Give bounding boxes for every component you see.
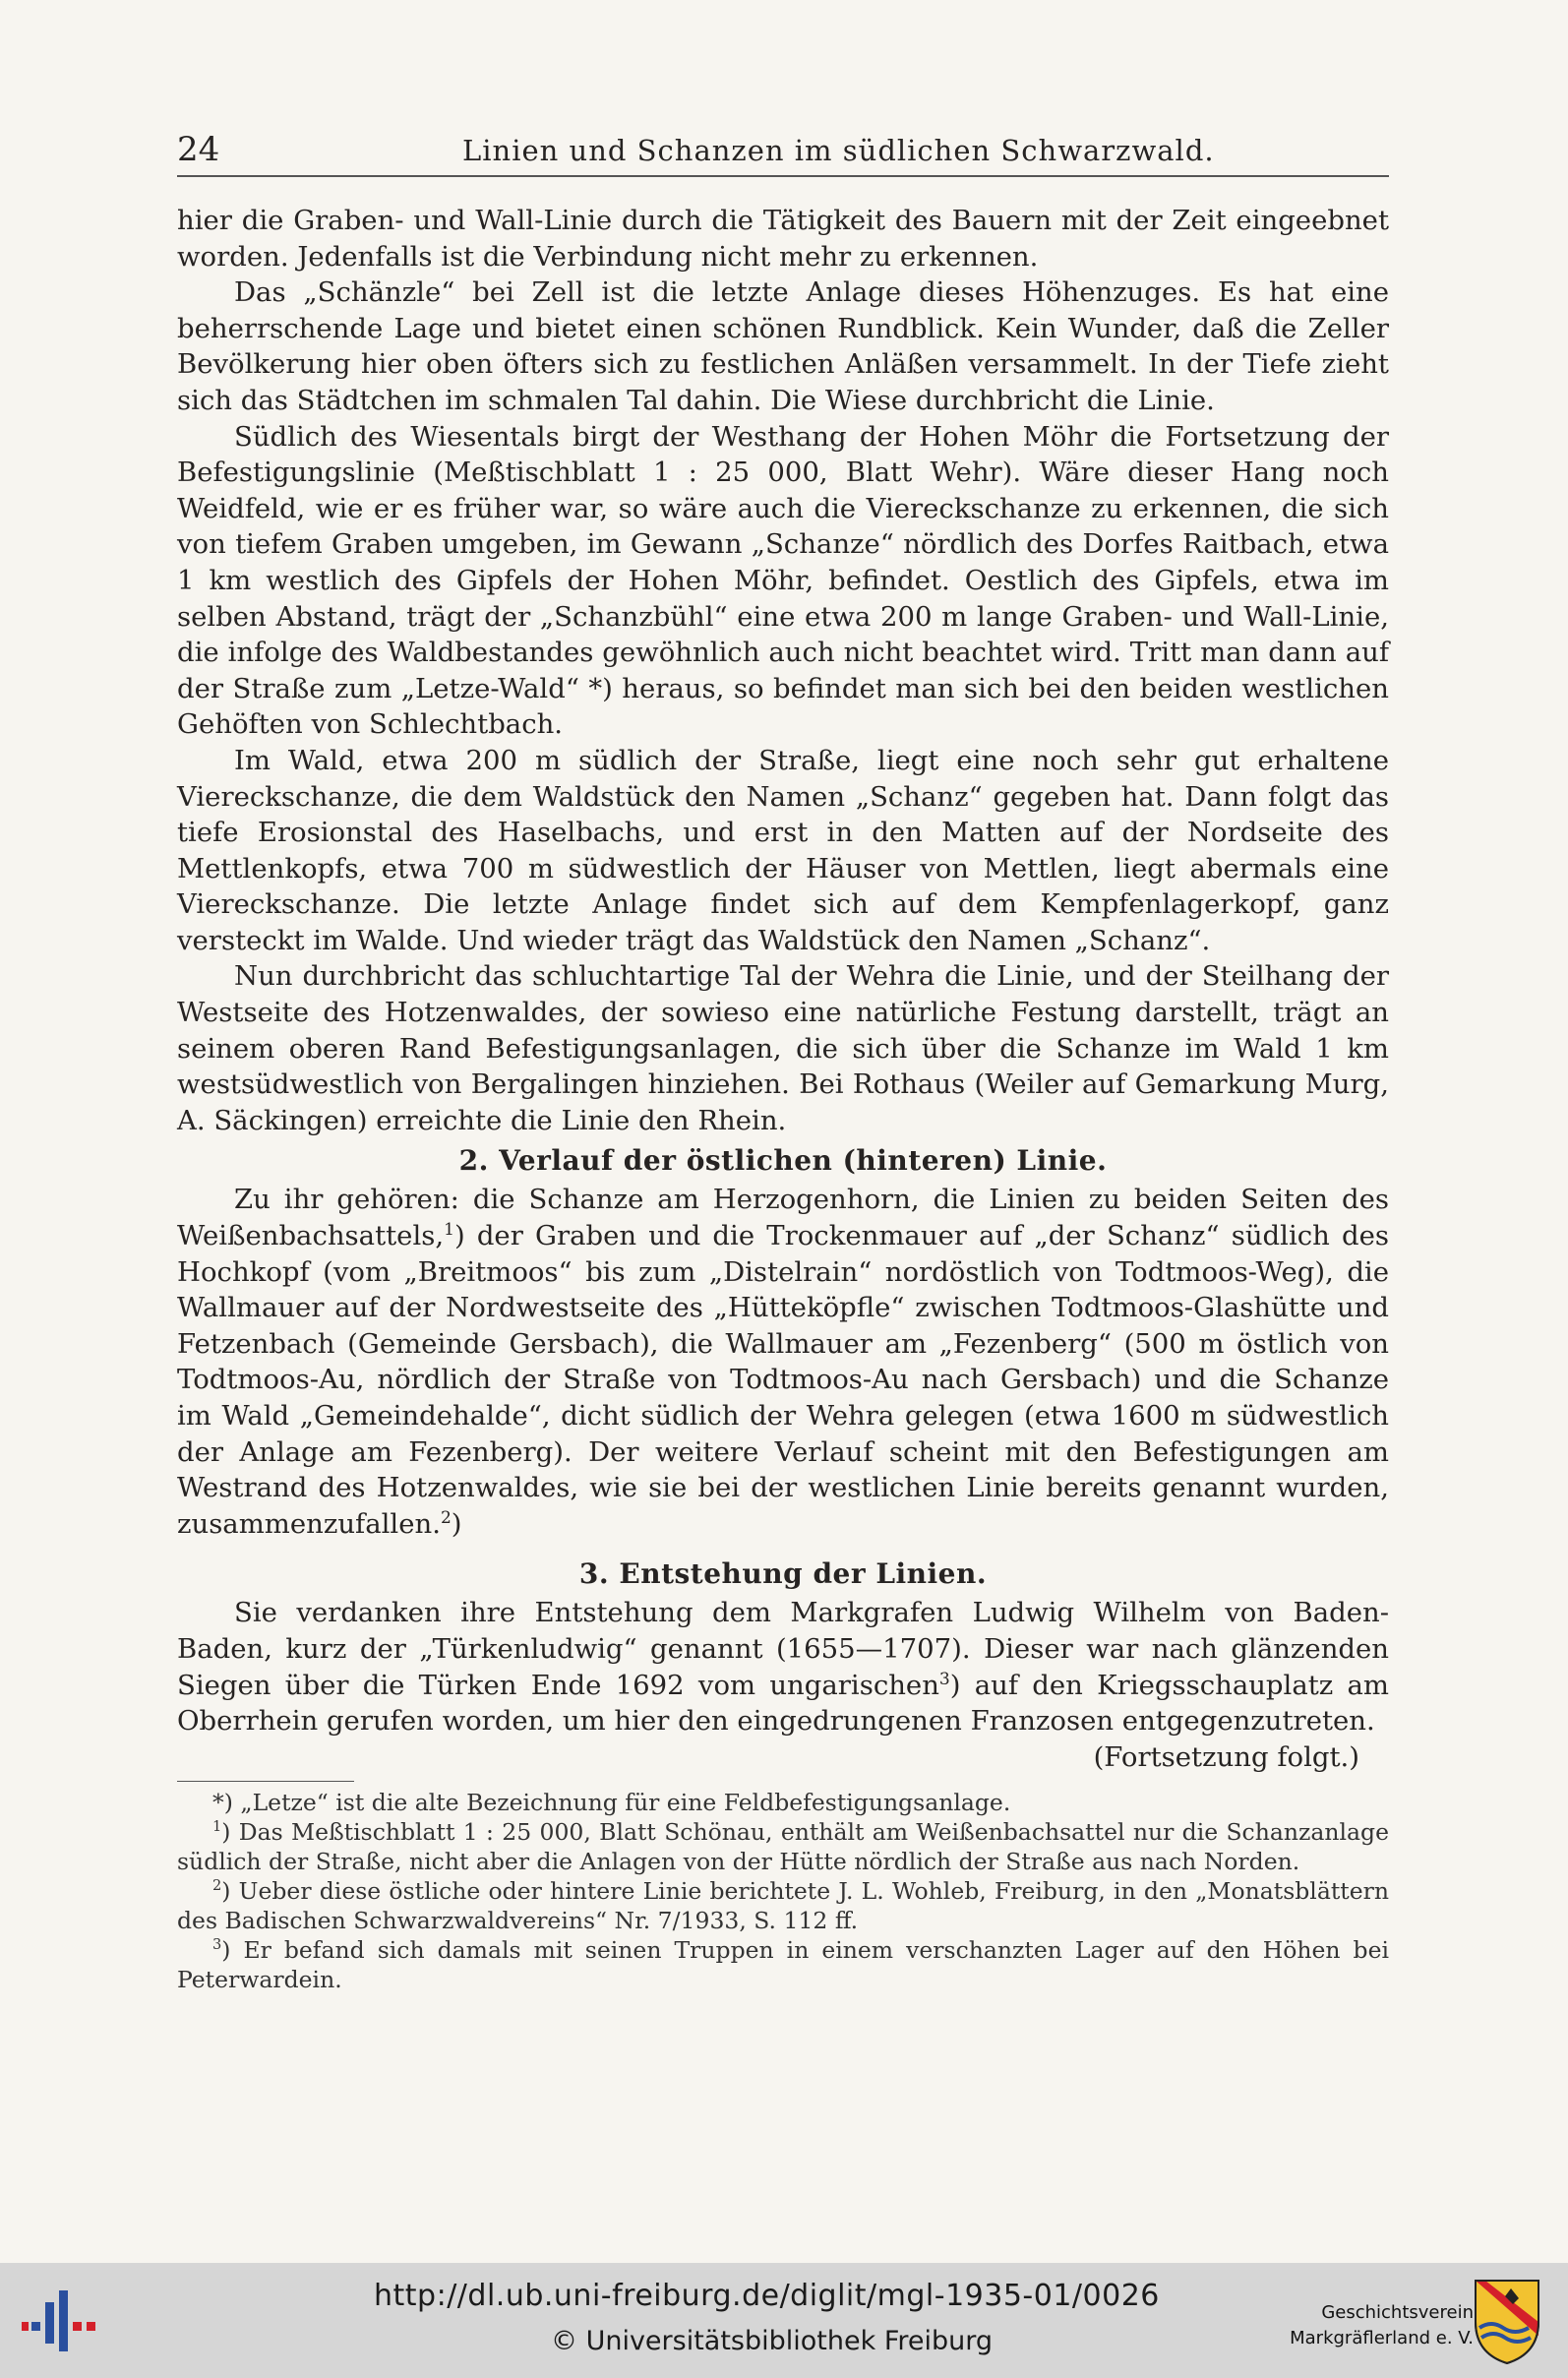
footnote-mark: 1	[212, 1818, 222, 1836]
paragraph: Südlich des Wiesentals birgt der Westhang der Hohen Möhr die Fortsetzung der Befestigungslinie (Meßtischblatt 1 : 25 000, Blatt Wehr). Wäre dieser Hang noch Weidfeld, wie er es früher war, so wäre auch die Viereckschanze zu erkennen, die sich von tiefem Graben umgeben, im Gewann „Schanze“ nördlich des Dorfes Raitbach, etwa 1 km westlich des Gipfels der Hohen Möhr, befindet. Oestlich des Gipfels, etwa im selben Abstand, trägt der „Schanzbühl“ eine etwa 200 m lange Graben- und Wall-Linie, die infolge des Waldbestandes gewöhnlich auch nicht beachtet wird. Tritt man dann auf der Straße zum „Letze-Wald“ *) heraus, so befindet man sich bei den beiden westlichen Gehöften von Schlechtbach.	[177, 420, 1389, 741]
society-name	[1237, 2300, 1474, 2351]
footnotes	[177, 1788, 1389, 1994]
paragraph: hier die Graben- und Wall-Linie durch die Tätigkeit des Bauern mit der Zeit eingeebnet worden. Jedenfalls ist die Verbindung nicht mehr zu erkennen.	[177, 205, 1389, 273]
footnote-divider	[177, 1781, 354, 1782]
footer-bar	[0, 2263, 1568, 2378]
continuation-note: (Fortsetzung folgt.)	[1093, 1740, 1359, 1773]
footnote-ref[interactable]: 2	[440, 1507, 452, 1528]
footnote	[177, 1876, 1389, 1935]
ub-freiburg-logo-icon[interactable]	[20, 2283, 98, 2361]
section-heading: 2. Verlauf der östlichen (hinteren) Linie.	[458, 1144, 1108, 1178]
copyright-notice: © Universitätsbibliothek Freiburg	[551, 2326, 994, 2356]
coat-of-arms-icon	[1472, 2277, 1542, 2365]
footnote-ref[interactable]: 1	[444, 1219, 454, 1240]
footnote: *) „Letze“ ist die alte Bezeichnung für eine Feldbefestigungsanlage.	[212, 1789, 1011, 1817]
paragraph-text: )	[451, 1507, 462, 1540]
permalink-url[interactable]: http://dl.ub.uni-freiburg.de/diglit/mgl-1935-01/0026	[374, 2279, 1160, 2313]
paragraph: Im Wald, etwa 200 m südlich der Straße, liegt eine noch sehr gut erhaltene Viereckschanze, die dem Waldstück den Namen „Schanz“ gegeben hat. Dann folgt das tiefe Erosionstal des Haselbachs, und erst in den Matten auf der Nordseite des Mettlenkopfs, etwa 700 m südwestlich der Häuser von Mettlen, liegt abermals eine Viereckschanze. Die letzte Anlage findet sich auf dem Kempfenlagerkopf, ganz versteckt im Walde. Und wieder trägt das Waldstück den Namen „Schanz“.	[177, 744, 1389, 956]
paragraph	[177, 1182, 1389, 1542]
footnote-text: ) Das Meßtischblatt 1 : 25 000, Blatt Schönau, enthält am Weißenbachsattel nur die Schanzanlage südlich der Straße, nicht aber die Anlagen von der Hütte nördlich der Straße aus nach Norden.	[177, 1818, 1389, 1876]
footnote	[177, 1817, 1389, 1876]
footnote-text: ) Er befand sich damals mit seinen Truppen in einem verschanzten Lager auf den Höhen bei Peterwardein.	[177, 1936, 1389, 1994]
footnote-text: ) Ueber diese östliche oder hintere Linie berichtete J. L. Wohleb, Freiburg, in den „Monatsblättern des Badischen Schwarzwaldvereins“ Nr. 7/1933, S. 112 ff.	[177, 1877, 1389, 1935]
footnote	[177, 1935, 1389, 1994]
paragraph	[177, 1595, 1389, 1738]
paragraph-text: ) der Graben und die Trockenmauer auf „der Schanz“ südlich des Hochkopf (vom „Breitmoos“ bis zum „Distelrain“ nordöstlich von Todtmoos-Weg), die Wallmauer auf der Nordwestseite des „Hütteköpfle“ zwischen Todtmoos-Glashütte und Fetzenbach (Gemeinde Gersbach), die Wallmauer am „Fezenberg“ (500 m östlich von Todtmoos-Au, nördlich der Straße von Todtmoos-Au nach Gersbach) und die Schanze im Wald „Gemeindehalde“, dicht südlich der Wehra gelegen (etwa 1600 m südwestlich der Anlage am Fezenberg). Der weitere Verlauf scheint mit den Befestigungen am Westrand des Hotzenwaldes, wie sie bei der westlichen Linie bereits genannt wurden, zusammenzufallen.	[177, 1220, 1389, 1540]
footnote-mark: 3	[212, 1936, 222, 1954]
body-text	[177, 203, 1389, 1994]
page-number: 24	[177, 130, 220, 169]
running-head	[177, 130, 1389, 177]
society-name-line: Markgräflerland e. V.	[1290, 2328, 1474, 2348]
paragraph: Das „Schänzle“ bei Zell ist die letzte Anlage dieses Höhenzuges. Es hat eine beherrschende Lage und bietet einen schönen Rundblick. Kein Wunder, daß die Zeller Bevölkerung hier oben öfters sich zu festlichen Anläßen versammelt. In der Tiefe zieht sich das Städtchen im schmalen Tal dahin. Die Wiese durchbricht die Linie.	[177, 276, 1389, 416]
footnote-ref[interactable]: 3	[938, 1669, 950, 1689]
paragraph-text: Zu ihr gehören: die Schanze am Herzogenhorn, die Linien zu beiden Seiten des Weißenbachsattels,	[177, 1184, 1389, 1252]
section-heading: 3. Entstehung der Linien.	[578, 1557, 988, 1591]
footnote-mark: 2	[212, 1877, 222, 1895]
running-head-title: Linien und Schanzen im südlichen Schwarzwald.	[462, 134, 1215, 167]
paragraph-text: ) auf den Kriegsschauplatz am Oberrhein gerufen worden, um hier den eingedrungenen Franzosen entgegenzutreten.	[177, 1669, 1389, 1738]
paragraph: Nun durchbricht das schluchtartige Tal der Wehra die Linie, und der Steilhang der Westseite des Hotzenwaldes, der sowieso eine natürliche Festung darstellt, trägt an seinem oberen Rand Befestigungsanlagen, die sich über die Schanze im Wald 1 km westsüdwestlich von Bergalingen hinziehen. Bei Rothaus (Weiler auf Gemarkung Murg, A. Säckingen) erreichte die Linie den Rhein.	[177, 960, 1389, 1136]
society-name-line: Geschichtsverein	[1321, 2302, 1474, 2323]
paragraph-text: Sie verdanken ihre Entstehung dem Markgrafen Ludwig Wilhelm von Baden-Baden, kurz der „Türkenludwig“ genannt (1655—1707). Dieser war nach glänzenden Siegen über die Türken Ende 1692 vom ungarischen	[177, 1597, 1389, 1701]
